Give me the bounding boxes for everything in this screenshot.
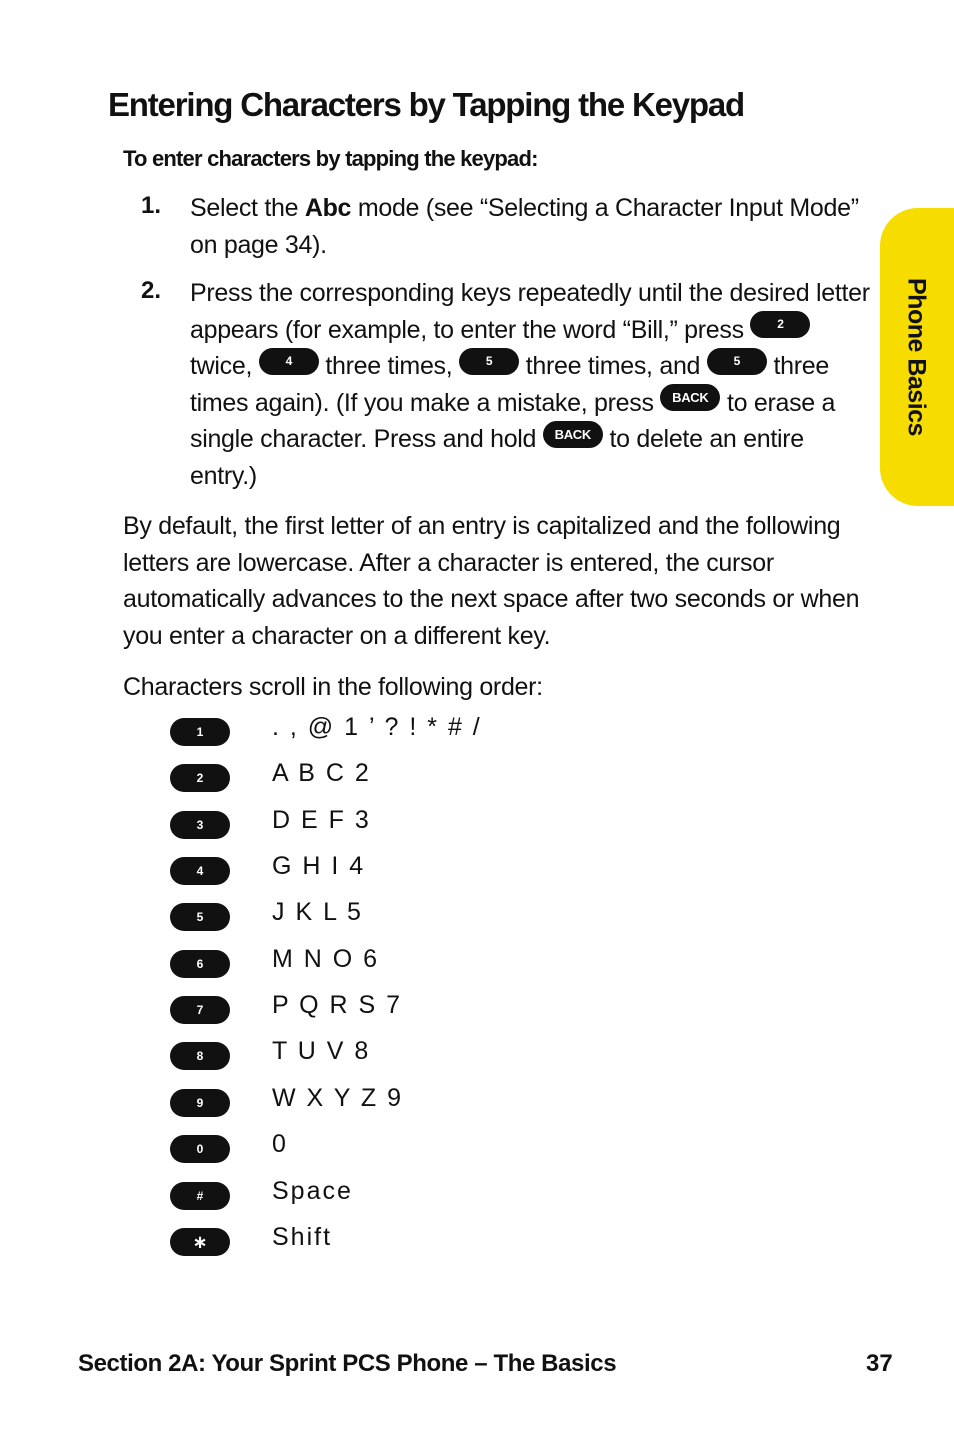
step-2-number: 2. <box>141 277 162 304</box>
key-characters: J K L 5 <box>272 898 363 926</box>
side-tab-label: Phone Basics <box>902 278 931 436</box>
key-4-icon: 4 <box>259 348 319 375</box>
key-characters: Shift <box>272 1223 333 1251</box>
key-3-icon: 3 <box>170 811 230 839</box>
key-characters: D E F 3 <box>272 806 371 834</box>
list-item <box>170 713 570 748</box>
section-side-tab <box>880 208 954 506</box>
key-characters: G H I 4 <box>272 852 366 880</box>
abc-mode-label: Abc <box>304 194 352 222</box>
key-characters: P Q R S 7 <box>272 991 403 1019</box>
step-2-text: Press the corresponding keys repeatedly until the desired letter appears (for example, to enter the word “Bill,” press 2 twice, 4 three times, 5 three times, and 5 three times again). (If you make a mistake, press BACK to erase a single character. Press and hold BACK to delete an entire entry.) <box>190 279 870 490</box>
footer-section-title: Section 2A: Your Sprint PCS Phone – The Basics <box>78 1350 617 1377</box>
key-6-icon: 6 <box>170 950 230 978</box>
key-4-icon: 4 <box>170 857 230 885</box>
procedure-heading: To enter characters by tapping the keypad: <box>123 146 538 171</box>
key-9-icon: 9 <box>170 1089 230 1117</box>
list-item <box>170 1084 570 1119</box>
key-characters: A B C 2 <box>272 759 371 787</box>
key-characters: M N O 6 <box>272 945 380 973</box>
key-characters: W X Y Z 9 <box>272 1084 404 1112</box>
scroll-order-intro: Characters scroll in the following order: <box>123 673 543 701</box>
list-item <box>170 1037 570 1072</box>
back-key-icon: BACK <box>543 421 603 448</box>
key-1-icon: 1 <box>170 718 230 746</box>
step-1-number: 1. <box>141 192 162 219</box>
key-characters: T U V 8 <box>272 1037 371 1065</box>
list-item <box>170 759 570 794</box>
star-key-icon: ∗ <box>170 1228 230 1256</box>
page-title: Entering Characters by Tapping the Keypad <box>108 86 744 123</box>
key-8-icon: 8 <box>170 1042 230 1070</box>
list-item <box>170 945 570 980</box>
key-5-icon: 5 <box>170 903 230 931</box>
key-5-icon: 5 <box>459 348 519 375</box>
key-characters: Space <box>272 1177 353 1205</box>
step-1-text: Select the Abc mode (see “Selecting a Character Input Mode” on page 34). <box>190 194 859 259</box>
key-7-icon: 7 <box>170 996 230 1024</box>
key-2-icon: 2 <box>170 764 230 792</box>
list-item <box>170 1223 570 1258</box>
key-5-icon: 5 <box>707 348 767 375</box>
key-characters: 0 <box>272 1130 288 1158</box>
list-item <box>170 1177 570 1212</box>
pound-key-icon: # <box>170 1182 230 1210</box>
list-item <box>170 991 570 1026</box>
list-item <box>170 898 570 933</box>
page-number: 37 <box>866 1350 893 1377</box>
default-capitalization-paragraph: By default, the first letter of an entry is capitalized and the following letters are lowercase. After a character is entered, the cursor automatically advances to the next space after two seconds or when you enter a character on a different key. <box>123 512 860 650</box>
list-item <box>170 1130 570 1165</box>
back-key-icon: BACK <box>660 384 720 411</box>
key-characters: . , @ 1 ’ ? ! * # / <box>272 713 482 741</box>
key-2-icon: 2 <box>750 311 810 338</box>
list-item <box>170 852 570 887</box>
key-0-icon: 0 <box>170 1135 230 1163</box>
list-item <box>170 806 570 841</box>
